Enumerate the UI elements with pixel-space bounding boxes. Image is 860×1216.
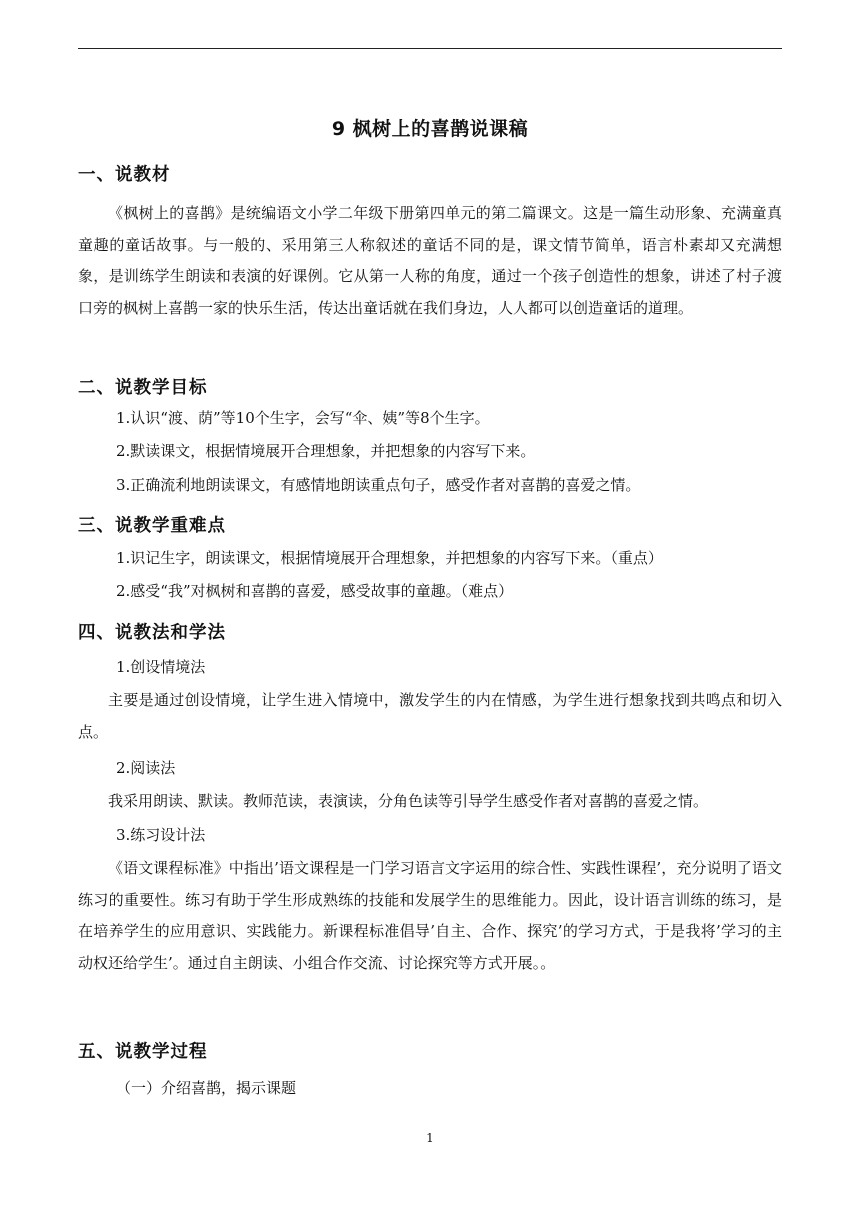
heading-methods: 四、说教法和学法 [78, 623, 226, 643]
document-title: 9 枫树上的喜鹊说课稿 [331, 118, 529, 140]
process-subheading-1: （一）介绍喜鹊，揭示课题 [116, 1079, 297, 1097]
header-rule [78, 48, 782, 49]
method-label-1: 1.创设情境法 [116, 658, 206, 676]
method-text-2: 我采用朗读、默读。教师范读，表演读，分角色读等引导学生感受作者对喜鹊的喜爱之情。 [108, 792, 709, 810]
goal-item-3: 3.正确流利地朗读课文，有感情地朗读重点句子，感受作者对喜鹊的喜爱之情。 [116, 476, 641, 494]
method-label-3: 3.练习设计法 [116, 826, 206, 844]
key-point-item-2: 2.感受“我”对枫树和喜鹊的喜爱，感受故事的童趣。（难点） [116, 582, 514, 600]
heading-teaching-material: 一、说教材 [78, 165, 171, 185]
heading-key-points: 三、说教学重难点 [78, 516, 226, 536]
method-text-1: 主要是通过创设情境，让学生进入情境中，激发学生的内在情感，为学生进行想象找到共鸣点和切入点。 [78, 691, 782, 741]
method-text-3: 《语文课程标准》中指出’语文课程是一门学习语言文字运用的综合性、实践性课程’，充分说明了语文练习的重要性。练习有助于学生形成熟练的技能和发展学生的思维能力。因此，设计语言训练的练习，是在培养学生的应用意识、实践能力。新课程标准倡导’自主、合作、探究’的学习方式，于是我将’学习的主动权还给学生’。通过自主朗读、小组合作交流、讨论探究等方式开展。。 [78, 859, 782, 972]
key-point-item-1: 1.识记生字，朗读课文，根据情境展开合理想象，并把想象的内容写下来。（重点） [116, 549, 663, 567]
goal-item-1: 1.认识“渡、荫”等10个生字，会写“伞、姨”等8个生字。 [116, 409, 490, 427]
page-number: 1 [426, 1131, 434, 1145]
heading-teaching-process: 五、说教学过程 [78, 1042, 208, 1062]
goal-item-2: 2.默读课文，根据情境展开合理想象，并把想象的内容写下来。 [116, 442, 536, 460]
heading-teaching-goals: 二、说教学目标 [78, 378, 208, 398]
paragraph-teaching-material: 《枫树上的喜鹊》是统编语文小学二年级下册第四单元的第二篇课文。这是一篇生动形象、充满童真童趣的童话故事。与一般的、采用第三人称叙述的童话不同的是，课文情节简单，语言朴素却又充满想象，是训练学生朗读和表演的好课例。它从第一人称的角度，通过一个孩子创造性的想象，讲述了村子渡口旁的枫树上喜鹊一家的快乐生活，传达出童话就在我们身边，人人都可以创造童话的道理。 [78, 204, 782, 317]
method-label-2: 2.阅读法 [116, 759, 176, 777]
